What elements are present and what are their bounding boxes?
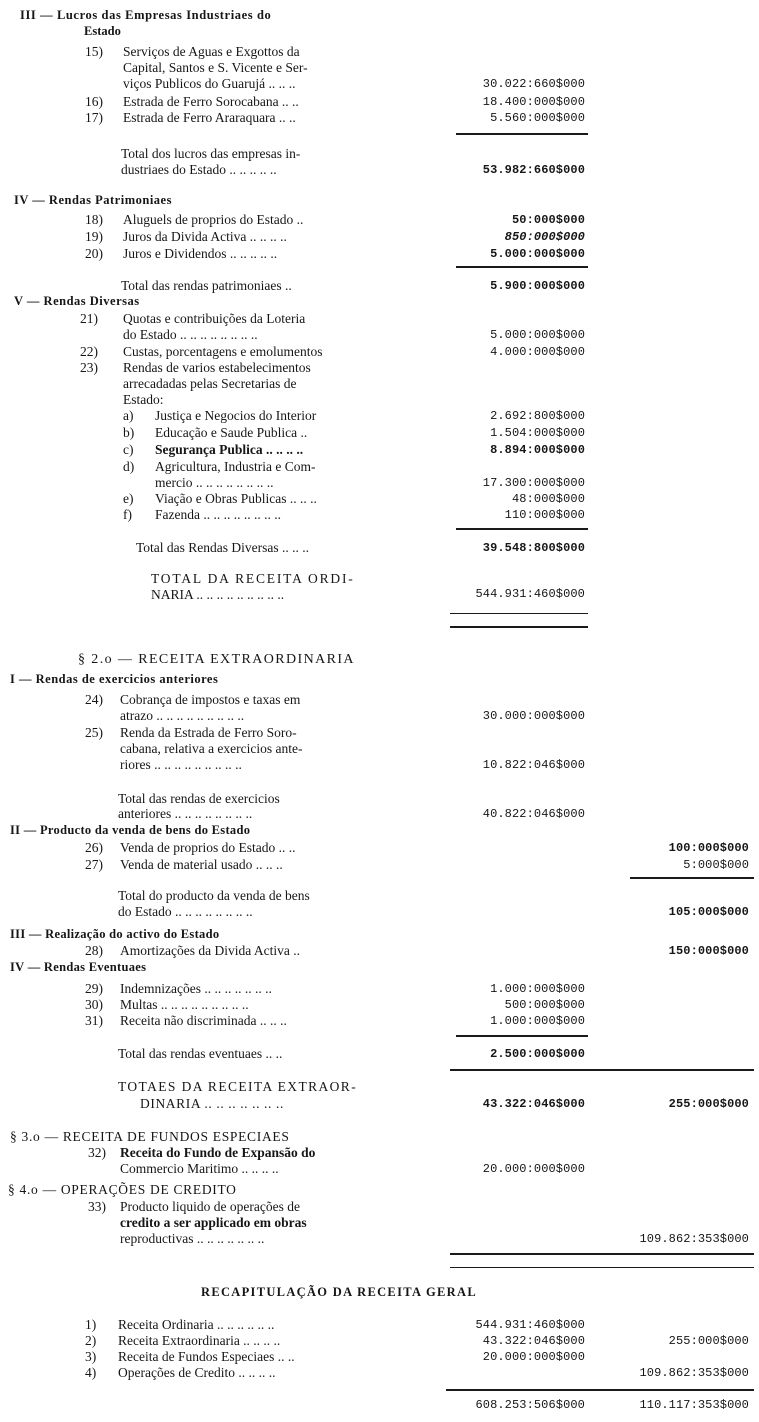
section-title-credito: § 4.o — OPERAÇÕES DE CREDITO [8, 1182, 237, 1197]
item-number: 15) [85, 44, 103, 59]
subtotal-value: 2.500:000$000 [490, 1047, 585, 1061]
double-rule-bottom [450, 626, 588, 628]
item-text: Juros da Divida Activa .. .. .. .. [123, 229, 287, 244]
subtotal-label: Total das rendas eventuaes .. .. [118, 1046, 283, 1061]
item-text: Estrada de Ferro Araraquara .. .. [123, 110, 296, 125]
item-number: 32) [88, 1145, 106, 1160]
subitem-text: Agricultura, Industria e Com- [155, 459, 316, 474]
recap-value-col2: 109.862:353$000 [639, 1366, 749, 1380]
item-number: 21) [80, 311, 98, 326]
section-header-activo: III — Realização do activo do Estado [10, 927, 220, 941]
item-value: 1.000:000$000 [490, 1014, 585, 1028]
item-value: 1.504:000$000 [490, 426, 585, 440]
item-text: Multas .. .. .. .. .. .. .. .. .. [120, 997, 249, 1012]
item-value: 1.000:000$000 [490, 982, 585, 996]
item-value: 150:000$000 [668, 944, 749, 958]
divider-rule [456, 528, 588, 530]
subtotal-label: Total das Rendas Diversas .. .. .. [136, 540, 310, 555]
item-text: Rendas de varios estabelecimentos [123, 360, 311, 375]
item-text: riores .. .. .. .. .. .. .. .. .. [120, 757, 242, 772]
grand-total-value: 608.253:506$000 [475, 1398, 585, 1412]
totaes-extraordinaria-label-cont: DINARIA .. .. .. .. .. .. .. [140, 1096, 284, 1111]
item-value: 8.894:000$000 [490, 443, 585, 457]
item-text: Operações de Credito .. .. .. .. [118, 1365, 276, 1380]
subitem-letter: d) [123, 459, 135, 474]
item-number: 2) [85, 1333, 97, 1348]
item-text: cabana, relativa a exercicios ante- [120, 741, 303, 756]
subtotal-label: Total das rendas de exercicios [118, 791, 280, 806]
item-text: Venda de proprios do Estado .. .. [120, 840, 296, 855]
item-value: 30.022:660$000 [482, 77, 585, 91]
recap-value: 544.931:460$000 [475, 1318, 585, 1332]
subtotal-label: do Estado .. .. .. .. .. .. .. .. [118, 904, 253, 919]
recap-title: RECAPITULAÇÃO DA RECEITA GERAL [201, 1285, 477, 1299]
item-number: 3) [85, 1349, 97, 1364]
subtotal-value: 53.982:660$000 [482, 163, 585, 177]
item-text: Indemnizações .. .. .. .. .. .. .. [120, 981, 272, 996]
double-rule-top [450, 1253, 754, 1255]
item-text: Cobrança de impostos e taxas em [120, 692, 301, 707]
total-ordinaria-label: TOTAL DA RECEITA ORDI- [151, 571, 355, 586]
item-value: 10.822:046$000 [482, 758, 585, 772]
item-value: 17.300:000$000 [482, 476, 585, 490]
item-text: do Estado .. .. .. .. .. .. .. .. [123, 327, 258, 342]
item-text: Renda da Estrada de Ferro Soro- [120, 725, 297, 740]
subitem-text: Fazenda .. .. .. .. .. .. .. .. [155, 507, 281, 522]
subtotal-label: Total do producto da venda de bens [118, 888, 310, 903]
divider-rule [456, 133, 588, 135]
section-title-extraordinaria: § 2.o — RECEITA EXTRAORDINARIA [78, 652, 355, 667]
subitem-text: Educação e Saude Publica .. [155, 425, 308, 440]
subitem-letter: f) [123, 507, 132, 522]
item-value: 5:000$000 [683, 858, 749, 872]
item-text: Capital, Santos e S. Vicente e Ser- [123, 60, 308, 75]
subtotal-value: 5.900:000$000 [490, 279, 585, 293]
subtotal-value: 105:000$000 [668, 905, 749, 919]
item-number: 26) [85, 840, 103, 855]
section-header-lucros-cont: Estado [84, 24, 121, 38]
item-value: 100:000$000 [668, 841, 749, 855]
item-text: Juros e Dividendos .. .. .. .. .. [123, 246, 278, 261]
item-text: Aluguels de proprios do Estado .. [123, 212, 304, 227]
item-number: 19) [85, 229, 103, 244]
section-header-lucros: III — Lucros das Empresas Industriaes do [20, 8, 272, 22]
grand-total-value-col2: 110.117:353$000 [639, 1398, 749, 1412]
double-rule-bottom [450, 1267, 754, 1268]
subtotal-value: 40.822:046$000 [482, 807, 585, 821]
item-text: Receita Ordinaria .. .. .. .. .. .. [118, 1317, 275, 1332]
divider-rule [456, 1035, 588, 1037]
subtotal-label: Total das rendas patrimoniaes .. [121, 278, 292, 293]
total-ordinaria-value: 544.931:460$000 [475, 587, 585, 601]
item-number: 28) [85, 943, 103, 958]
item-value: 30.000:000$000 [482, 709, 585, 723]
item-text: viços Publicos do Guarujá .. .. .. [123, 76, 296, 91]
item-value: 18.400:000$000 [482, 95, 585, 109]
subitem-text: Segurança Publica .. .. .. .. [155, 442, 304, 457]
item-text: arrecadadas pelas Secretarias de [123, 376, 297, 391]
item-value: 4.000:000$000 [490, 345, 585, 359]
item-text: atrazo .. .. .. .. .. .. .. .. .. [120, 708, 245, 723]
item-text: Receita não discriminada .. .. .. [120, 1013, 287, 1028]
item-value: 5.000:000$000 [490, 328, 585, 342]
item-value: 48:000$000 [511, 492, 585, 506]
item-text: Quotas e contribuições da Loteria [123, 311, 306, 326]
item-text: Venda de material usado .. .. .. [120, 857, 283, 872]
item-number: 27) [85, 857, 103, 872]
item-text: reproductivas .. .. .. .. .. .. .. [120, 1231, 265, 1246]
item-number: 23) [80, 360, 98, 375]
item-value: 5.000:000$000 [490, 247, 585, 261]
recap-value: 43.322:046$000 [482, 1334, 585, 1348]
item-number: 22) [80, 344, 98, 359]
totaes-extraordinaria-value-col2: 255:000$000 [668, 1097, 749, 1111]
item-text: Receita de Fundos Especiaes .. .. [118, 1349, 295, 1364]
divider-rule [630, 877, 754, 879]
item-number: 18) [85, 212, 103, 227]
item-text: Receita Extraordinaria .. .. .. .. [118, 1333, 281, 1348]
totaes-extraordinaria-value: 43.322:046$000 [482, 1097, 585, 1111]
item-number: 20) [85, 246, 103, 261]
item-number: 25) [85, 725, 103, 740]
item-value: 110:000$000 [504, 508, 585, 522]
item-number: 30) [85, 997, 103, 1012]
item-text: Estrada de Ferro Sorocabana .. .. [123, 94, 299, 109]
section-header-patrimoniaes: IV — Rendas Patrimoniaes [14, 193, 172, 207]
item-number: 29) [85, 981, 103, 996]
totaes-extraordinaria-label: TOTAES DA RECEITA EXTRAOR- [118, 1079, 358, 1094]
item-number: 4) [85, 1365, 97, 1380]
section-header-venda-bens: II — Producto da venda de bens do Estado [10, 823, 251, 837]
item-text: Amortizações da Divida Activa .. [120, 943, 300, 958]
total-ordinaria-label-cont: NARIA .. .. .. .. .. .. .. .. .. [151, 587, 285, 602]
item-number: 24) [85, 692, 103, 707]
item-number: 31) [85, 1013, 103, 1028]
item-text: Receita do Fundo de Expansão do [120, 1145, 316, 1160]
subitem-text: Justiça e Negocios do Interior [155, 408, 317, 423]
item-text: Commercio Maritimo .. .. .. .. [120, 1161, 279, 1176]
subitem-letter: c) [123, 442, 134, 457]
section-title-fundos: § 3.o — RECEITA DE FUNDOS ESPECIAES [10, 1129, 290, 1144]
subtotal-label: Total dos lucros das empresas in- [121, 146, 301, 161]
subitem-letter: a) [123, 408, 134, 423]
item-text: Custas, porcentagens e emolumentos [123, 344, 323, 359]
subtotal-label: dustriaes do Estado .. .. .. .. .. [121, 162, 277, 177]
item-number: 17) [85, 110, 103, 125]
item-value: 2.692:800$000 [490, 409, 585, 423]
item-number: 33) [88, 1199, 106, 1214]
section-header-exercicios: I — Rendas de exercicios anteriores [10, 672, 219, 686]
double-rule-top [450, 613, 588, 614]
divider-rule [456, 266, 588, 268]
divider-rule-wide [446, 1389, 754, 1391]
section-header-diversas: V — Rendas Diversas [14, 294, 140, 308]
section-header-eventuaes: IV — Rendas Eventuaes [10, 960, 147, 974]
recap-value: 20.000:000$000 [482, 1350, 585, 1364]
item-value: 20.000:000$000 [482, 1162, 585, 1176]
item-value: 5.560:000$000 [490, 111, 585, 125]
item-value: 109.862:353$000 [639, 1232, 749, 1246]
subitem-text: mercio .. .. .. .. .. .. .. .. [155, 475, 274, 490]
recap-value-col2: 255:000$000 [668, 1334, 749, 1348]
item-number: 1) [85, 1317, 97, 1332]
divider-rule-wide [450, 1069, 754, 1071]
subitem-letter: b) [123, 425, 135, 440]
item-text: Producto liquido de operações de [120, 1199, 300, 1214]
item-value: 850:000$000 [504, 230, 585, 244]
item-text: credito a ser applicado em obras [120, 1215, 307, 1230]
subtotal-label: anteriores .. .. .. .. .. .. .. .. [118, 806, 253, 821]
item-text: Serviços de Aguas e Exgottos da [123, 44, 300, 59]
subitem-text: Viação e Obras Publicas .. .. .. [155, 491, 317, 506]
item-value: 50:000$000 [511, 213, 585, 227]
item-text: Estado: [123, 392, 164, 407]
item-value: 500:000$000 [504, 998, 585, 1012]
item-number: 16) [85, 94, 103, 109]
subtotal-value: 39.548:800$000 [482, 541, 585, 555]
subitem-letter: e) [123, 491, 134, 506]
